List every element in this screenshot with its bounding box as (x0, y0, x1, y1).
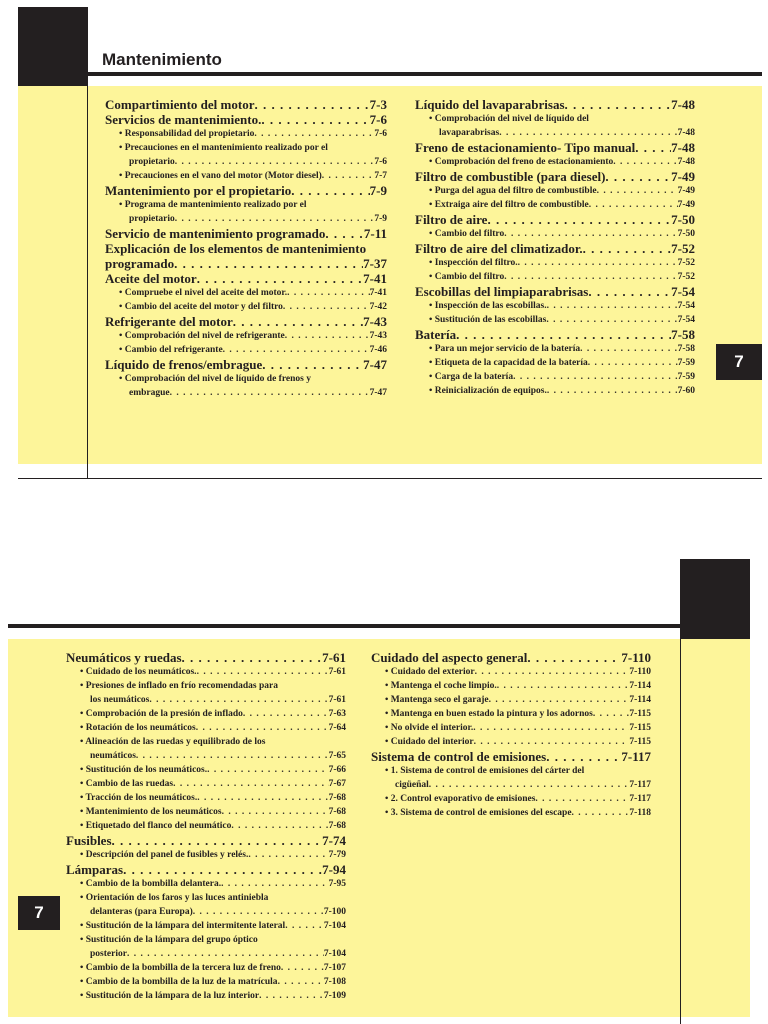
toc-page-number: 7-9 (369, 183, 387, 198)
toc-entry-title: • Cuidado de los neumáticos. (80, 665, 197, 679)
toc-sub-entry (415, 384, 695, 398)
toc-dot-leader (635, 140, 671, 155)
toc-entry-title: • Tracción de los neumáticos. (80, 791, 197, 805)
toc-entry-title: • Cambio del filtro (429, 227, 504, 241)
toc-entry-title: • Sustitución de las escobillas (429, 313, 546, 327)
toc-page-number: 7-61 (322, 650, 346, 665)
toc-heading-entry (415, 284, 695, 299)
toc-dot-leader (613, 155, 677, 169)
toc-entry-title: • Responsabilidad del propietario (119, 127, 254, 141)
toc-entry-title: • Mantenimiento de los neumáticos (80, 805, 222, 819)
toc-entry-title: • Purga del agua del filtro de combustible (429, 184, 597, 198)
toc-dot-leader (123, 862, 322, 877)
toc-heading-entry (415, 169, 695, 184)
toc-page-number: 7-41 (369, 288, 387, 298)
toc-entry-title: Batería (415, 327, 457, 342)
toc-sub-entry (415, 356, 695, 370)
toc-dot-leader (207, 763, 328, 777)
toc-dot-leader (262, 357, 363, 372)
toc-dot-leader (597, 184, 678, 198)
toc-dot-leader (565, 97, 672, 112)
toc-page-number: 7-66 (328, 765, 346, 775)
toc-heading-entry (105, 256, 387, 271)
toc-entry-title: Cuidado del aspecto general (371, 650, 528, 665)
margin-line-bottom (680, 628, 681, 1024)
toc-entry-title: lavaparabrisas (439, 128, 500, 138)
toc-page-number: 7-68 (328, 807, 346, 817)
toc-page-number: 7-64 (328, 723, 346, 733)
toc-entry-title: • Mantenga el coche limpio. (385, 679, 497, 693)
toc-page-number: 7-3 (369, 97, 387, 112)
toc-entry-line: • Orientación de los faros y las luces antiniebla (66, 891, 346, 905)
chapter-number-chip-bottom: 7 (18, 896, 60, 930)
toc-dot-leader (174, 256, 363, 271)
toc-sub-entry (105, 127, 387, 141)
toc-dot-leader (287, 286, 369, 300)
toc-heading-entry (415, 140, 695, 155)
toc-entry-title: • Compruebe el nivel del aceite del motor. (119, 286, 287, 300)
toc-page-number: 7-114 (629, 681, 651, 691)
toc-sub-entry (371, 806, 651, 820)
toc-dot-leader (580, 342, 677, 356)
toc-entry-title: Filtro de aire del climatizador. (415, 241, 583, 256)
toc-entry-line: • Sustitución de la lámpara del grupo óptico (66, 933, 346, 947)
toc-sub-entry (371, 778, 651, 792)
toc-page-number: 7-94 (322, 862, 346, 877)
toc-entry-title: • Mantenga seco el garaje (385, 693, 489, 707)
toc-sub-entry (66, 961, 346, 975)
toc-entry-title: Compartimiento del motor (105, 97, 255, 112)
toc-dot-leader (193, 905, 324, 919)
toc-entry-title: • 3. Sistema de control de emisiones del escape (385, 806, 572, 820)
toc-entry-line: • Presiones de inflado en frío recomendadas para (66, 679, 346, 693)
toc-dot-leader (278, 975, 324, 989)
margin-line-top (87, 76, 88, 479)
toc-entry-title: • Para un mejor servicio de la batería (429, 342, 580, 356)
toc-page-number: 7-100 (323, 907, 346, 917)
toc-dot-leader (222, 805, 329, 819)
toc-page-number: 7-117 (629, 794, 651, 804)
toc-entry-title: • Sustitución de los neumáticos. (80, 763, 207, 777)
toc-entry-line: • 1. Sistema de control de emisiones del cárter del (371, 764, 651, 778)
toc-sub-entry (66, 721, 346, 735)
toc-page-number: 7-95 (328, 879, 346, 889)
toc-entry-title: Líquido de frenos/embrague (105, 357, 263, 372)
toc-sub-entry (105, 343, 387, 357)
toc-page-number: 7-63 (328, 709, 346, 719)
toc-dot-leader (593, 707, 629, 721)
toc-page-number: 7-49 (671, 169, 695, 184)
toc-page-number: 7-107 (323, 963, 346, 973)
toc-sub-entry (105, 155, 387, 169)
toc-entry-title: • Cambio del filtro (429, 270, 504, 284)
toc-dot-leader (504, 227, 677, 241)
toc-page-number: 7-118 (629, 808, 651, 818)
toc-heading-entry (105, 314, 387, 329)
toc-sub-entry (371, 792, 651, 806)
toc-dot-leader (182, 650, 323, 665)
toc-page-number: 7-104 (323, 949, 346, 959)
toc-dot-leader (149, 693, 328, 707)
toc-sub-entry (66, 905, 346, 919)
chapter-number-chip-top: 7 (716, 344, 762, 380)
toc-entry-line: • Programa de mantenimiento realizado por el (105, 198, 387, 212)
toc-page-number: 7-54 (677, 301, 695, 311)
toc-entry-title: • Precauciones en el vano del motor (Motor diesel) (119, 169, 322, 183)
toc-sub-entry (371, 693, 651, 707)
toc-heading-entry (105, 271, 387, 286)
toc-sub-entry (371, 707, 651, 721)
toc-dot-leader (127, 947, 324, 961)
toc-page-number: 7-60 (677, 386, 695, 396)
toc-entry-title: • No olvide el interior. (385, 721, 473, 735)
toc-page-number: 7-11 (363, 226, 387, 241)
toc-sub-entry (66, 848, 346, 862)
toc-heading-entry (371, 749, 651, 764)
toc-entry-title: • Etiquetado del flanco del neumático (80, 819, 231, 833)
toc-entry-title: • Comprobación de la presión de inflado (80, 707, 243, 721)
toc-dot-leader (136, 749, 329, 763)
page-divider-top (18, 478, 762, 479)
toc-page-number: 7-6 (374, 157, 387, 167)
toc-dot-leader (197, 791, 328, 805)
toc-page-number: 7-110 (629, 667, 651, 677)
toc-entry-title: • Sustitución de la lámpara del intermitente lateral (80, 919, 285, 933)
toc-entry-title: cigüeñal (395, 780, 429, 790)
toc-page-number: 7-48 (671, 140, 695, 155)
toc-page-number: 7-115 (629, 709, 651, 719)
toc-page-number: 7-104 (323, 921, 346, 931)
toc-page-number: 7-108 (323, 977, 346, 987)
toc-entry-title: • Inspección de las escobillas. (429, 299, 547, 313)
toc-sub-entry (415, 198, 695, 212)
toc-sub-entry (105, 300, 387, 314)
toc-heading-entry (371, 650, 651, 665)
toc-dot-leader (291, 183, 369, 198)
toc-heading-entry (415, 97, 695, 112)
toc-heading-entry (105, 226, 387, 241)
toc-heading-entry (66, 650, 346, 665)
toc-heading-entry (415, 327, 695, 342)
toc-dot-leader (473, 721, 629, 735)
toc-sub-entry (105, 329, 387, 343)
toc-entry-title: • Extraiga aire del filtro de combustible (429, 198, 589, 212)
toc-sub-entry (66, 805, 346, 819)
toc-entry-title: embrague (129, 388, 170, 398)
toc-entry-title: • Inspección del filtro. (429, 256, 518, 270)
toc-entry-title: • Comprobación del nivel de refrigerante (119, 329, 285, 343)
toc-sub-entry (66, 749, 346, 763)
toc-page-number: 7-68 (328, 821, 346, 831)
toc-dot-leader (233, 314, 363, 329)
toc-dot-leader (518, 256, 678, 270)
toc-entry-title: programado (105, 256, 175, 271)
toc-sub-entry (415, 155, 695, 169)
toc-page-number: 7-9 (374, 214, 387, 224)
header-rule-bottom (8, 624, 750, 628)
toc-page-number: 7-61 (328, 667, 346, 677)
toc-dot-leader (546, 313, 677, 327)
toc-entry-title: propietario (129, 214, 175, 224)
toc-entry-title: • Cambio del refrigerante (119, 343, 223, 357)
toc-page-number: 7-7 (374, 171, 387, 181)
toc-dot-leader (223, 343, 370, 357)
toc-page-number: 7-58 (677, 344, 695, 354)
toc-dot-leader (197, 665, 329, 679)
toc-dot-leader (499, 126, 677, 140)
toc-sub-entry (105, 212, 387, 226)
toc-entry-title: • Reinicialización de equipos. (429, 384, 547, 398)
toc-entry-title: • Carga de la batería (429, 370, 513, 384)
toc-sub-entry (415, 227, 695, 241)
toc-entry-title: Lámparas (66, 862, 124, 877)
toc-entry-title: posterior (90, 949, 127, 959)
toc-dot-leader (285, 919, 324, 933)
toc-page-number: 7-43 (369, 331, 387, 341)
toc-page-number: 7-58 (671, 327, 695, 342)
toc-entry-title: Escobillas del limpiaparabrisas (415, 284, 589, 299)
toc-dot-leader (196, 721, 329, 735)
toc-entry-title: Neumáticos y ruedas (66, 650, 182, 665)
toc-sub-entry (105, 169, 387, 183)
toc-dot-leader (504, 270, 677, 284)
toc-sub-entry (415, 270, 695, 284)
toc-entry-title: • Etiqueta de la capacidad de la batería (429, 356, 588, 370)
toc-top-left-column (105, 97, 387, 400)
toc-dot-leader (175, 155, 375, 169)
toc-heading-entry (105, 357, 387, 372)
toc-page-number: 7-48 (677, 157, 695, 167)
toc-entry-title: Sistema de control de emisiones (371, 749, 547, 764)
toc-page-number: 7-67 (328, 779, 346, 789)
toc-sub-entry (415, 299, 695, 313)
toc-page-number: 7-46 (369, 345, 387, 355)
toc-page-number: 7-117 (621, 749, 651, 764)
toc-entry-title: Aceite del motor (105, 271, 197, 286)
toc-entry-title: Servicio de mantenimiento programado (105, 226, 326, 241)
toc-dot-leader (281, 961, 324, 975)
toc-page-number: 7-49 (677, 200, 695, 210)
toc-sub-entry (105, 386, 387, 400)
toc-entry-title: Filtro de aire (415, 212, 488, 227)
toc-dot-leader (283, 300, 370, 314)
toc-page-number: 7-47 (369, 388, 387, 398)
toc-sub-entry (66, 665, 346, 679)
toc-dot-leader (475, 665, 630, 679)
toc-heading-entry (66, 833, 346, 848)
toc-dot-leader (285, 329, 370, 343)
toc-sub-entry (66, 989, 346, 1003)
toc-heading-entry (105, 112, 387, 127)
toc-entry-title: los neumáticos (90, 695, 150, 705)
toc-dot-leader (254, 97, 369, 112)
toc-dot-leader (547, 384, 678, 398)
toc-dot-leader (605, 169, 671, 184)
toc-page-number: 7-59 (677, 372, 695, 382)
toc-sub-entry (415, 126, 695, 140)
toc-dot-leader (248, 848, 328, 862)
toc-dot-leader (173, 777, 329, 791)
toc-heading-entry (415, 241, 695, 256)
toc-dot-leader (254, 127, 374, 141)
toc-entry-title: propietario (129, 157, 175, 167)
toc-sub-entry (415, 342, 695, 356)
toc-page-number: 7-74 (322, 833, 346, 848)
toc-sub-entry (371, 679, 651, 693)
toc-entry-line: • Comprobación del nivel de líquido del (415, 112, 695, 126)
toc-dot-leader (527, 650, 621, 665)
toc-bottom-left-column (66, 650, 346, 1003)
toc-page-number: 7-43 (363, 314, 387, 329)
toc-dot-leader (112, 833, 323, 848)
toc-sub-entry (66, 975, 346, 989)
toc-entry-line: Explicación de los elementos de mantenimiento (105, 241, 367, 256)
toc-dot-leader (589, 198, 678, 212)
toc-dot-leader (535, 792, 629, 806)
toc-dot-leader (588, 356, 678, 370)
toc-page-number: 7-110 (621, 650, 651, 665)
toc-dot-leader (583, 241, 672, 256)
toc-entry-title: • Cambio de la bombilla de la luz de la matrícula (80, 975, 278, 989)
toc-dot-leader (322, 169, 375, 183)
toc-entry-title: • Cuidado del interior (385, 735, 474, 749)
toc-sub-entry (415, 370, 695, 384)
toc-entry-title: • Cambio de las ruedas (80, 777, 173, 791)
toc-heading-entry (105, 183, 387, 198)
toc-dot-leader (231, 819, 328, 833)
header-rule-top (88, 72, 762, 76)
toc-page-number: 7-6 (374, 129, 387, 139)
toc-page-number: 7-48 (677, 128, 695, 138)
toc-page-number: 7-52 (671, 241, 695, 256)
toc-dot-leader (547, 299, 678, 313)
toc-dot-leader (259, 989, 324, 1003)
toc-page-number: 7-115 (629, 723, 651, 733)
toc-page-number: 7-109 (323, 991, 346, 1001)
toc-dot-leader (546, 749, 621, 764)
toc-dot-leader (456, 327, 671, 342)
toc-sub-entry (371, 735, 651, 749)
toc-entry-title: Refrigerante del motor (105, 314, 233, 329)
toc-page-number: 7-115 (629, 737, 651, 747)
chapter-tab-top (18, 7, 88, 87)
toc-sub-entry (66, 693, 346, 707)
toc-entry-title: Filtro de combustible (para diesel) (415, 169, 606, 184)
toc-sub-entry (66, 877, 346, 891)
toc-entry-title: • Rotación de los neumáticos (80, 721, 196, 735)
toc-entry-title: • Comprobación del freno de estacionamiento (429, 155, 613, 169)
toc-sub-entry (66, 777, 346, 791)
toc-entry-title: delanteras (para Europa) (90, 907, 193, 917)
toc-sub-entry (415, 256, 695, 270)
toc-entry-title: • Sustitución de la lámpara de la luz interior (80, 989, 259, 1003)
toc-sub-entry (66, 947, 346, 961)
toc-page-number: 7-52 (677, 272, 695, 282)
toc-entry-line: • Precauciones en el mantenimiento realizado por el (105, 141, 387, 155)
toc-dot-leader (170, 386, 370, 400)
toc-entry-title: • Cambio del aceite del motor y del filtro (119, 300, 283, 314)
toc-entry-line: • Comprobación del nivel de líquido de frenos y (105, 372, 387, 386)
toc-dot-leader (325, 226, 363, 241)
toc-page-number: 7-49 (677, 186, 695, 196)
toc-page-number: 7-37 (363, 256, 387, 271)
toc-sub-entry (66, 819, 346, 833)
section-title: Mantenimiento (102, 50, 222, 69)
toc-entry-line: • Alineación de las ruedas y equilibrado de los (66, 735, 346, 749)
toc-sub-entry (371, 721, 651, 735)
toc-sub-entry (371, 665, 651, 679)
toc-sub-entry (66, 919, 346, 933)
toc-heading-entry (66, 862, 346, 877)
toc-sub-entry (415, 184, 695, 198)
toc-page-number: 7-54 (671, 284, 695, 299)
toc-page-number: 7-79 (328, 850, 346, 860)
toc-entry-title: • Cambio de la bombilla delantera. (80, 877, 221, 891)
toc-page-number: 7-41 (363, 271, 387, 286)
toc-page-number: 7-50 (671, 212, 695, 227)
toc-dot-leader (487, 212, 671, 227)
toc-dot-leader (489, 693, 630, 707)
toc-dot-leader (261, 112, 369, 127)
toc-dot-leader (221, 877, 328, 891)
toc-page-number: 7-114 (629, 695, 651, 705)
toc-page-number: 7-47 (363, 357, 387, 372)
toc-page-number: 7-48 (671, 97, 695, 112)
toc-page-number: 7-50 (677, 229, 695, 239)
toc-entry-title: • Cambio de la bombilla de la tercera luz de freno (80, 961, 281, 975)
toc-entry-title: • Mantenga en buen estado la pintura y los adornos (385, 707, 593, 721)
toc-entry-title: • 2. Control evaporativo de emisiones (385, 792, 535, 806)
toc-heading-entry (105, 97, 387, 112)
toc-dot-leader (497, 679, 630, 693)
toc-sub-entry (66, 707, 346, 721)
toc-dot-leader (474, 735, 630, 749)
toc-entry-title: Fusibles (66, 833, 112, 848)
toc-page-number: 7-42 (369, 302, 387, 312)
toc-entry-title: Mantenimiento por el propietario (105, 183, 292, 198)
toc-dot-leader (429, 778, 630, 792)
toc-dot-leader (197, 271, 363, 286)
toc-page-number: 7-68 (328, 793, 346, 803)
toc-dot-leader (243, 707, 329, 721)
toc-page-number: 7-117 (629, 780, 651, 790)
toc-dot-leader (513, 370, 678, 384)
toc-entry-title: Freno de estacionamiento- Tipo manual (415, 140, 636, 155)
toc-page-number: 7-59 (677, 358, 695, 368)
toc-entry-title: Servicios de mantenimiento. (105, 112, 262, 127)
toc-entry-title: Líquido del lavaparabrisas (415, 97, 565, 112)
toc-entry-title: • Descripción del panel de fusibles y relés. (80, 848, 248, 862)
toc-bottom-right-column (371, 650, 651, 820)
toc-heading-entry (415, 212, 695, 227)
toc-dot-leader (572, 806, 630, 820)
toc-sub-entry (415, 313, 695, 327)
toc-dot-leader (588, 284, 671, 299)
toc-page-number: 7-6 (369, 112, 387, 127)
toc-page-number: 7-52 (677, 258, 695, 268)
toc-page-number: 7-65 (328, 751, 346, 761)
toc-entry-title: neumáticos (90, 751, 136, 761)
toc-entry-title: • Cuidado del exterior (385, 665, 475, 679)
toc-dot-leader (175, 212, 375, 226)
toc-top-right-column (415, 97, 695, 398)
toc-page-number: 7-54 (677, 315, 695, 325)
toc-page-number: 7-61 (328, 695, 346, 705)
toc-sub-entry (105, 286, 387, 300)
toc-sub-entry (66, 791, 346, 805)
toc-sub-entry (66, 763, 346, 777)
